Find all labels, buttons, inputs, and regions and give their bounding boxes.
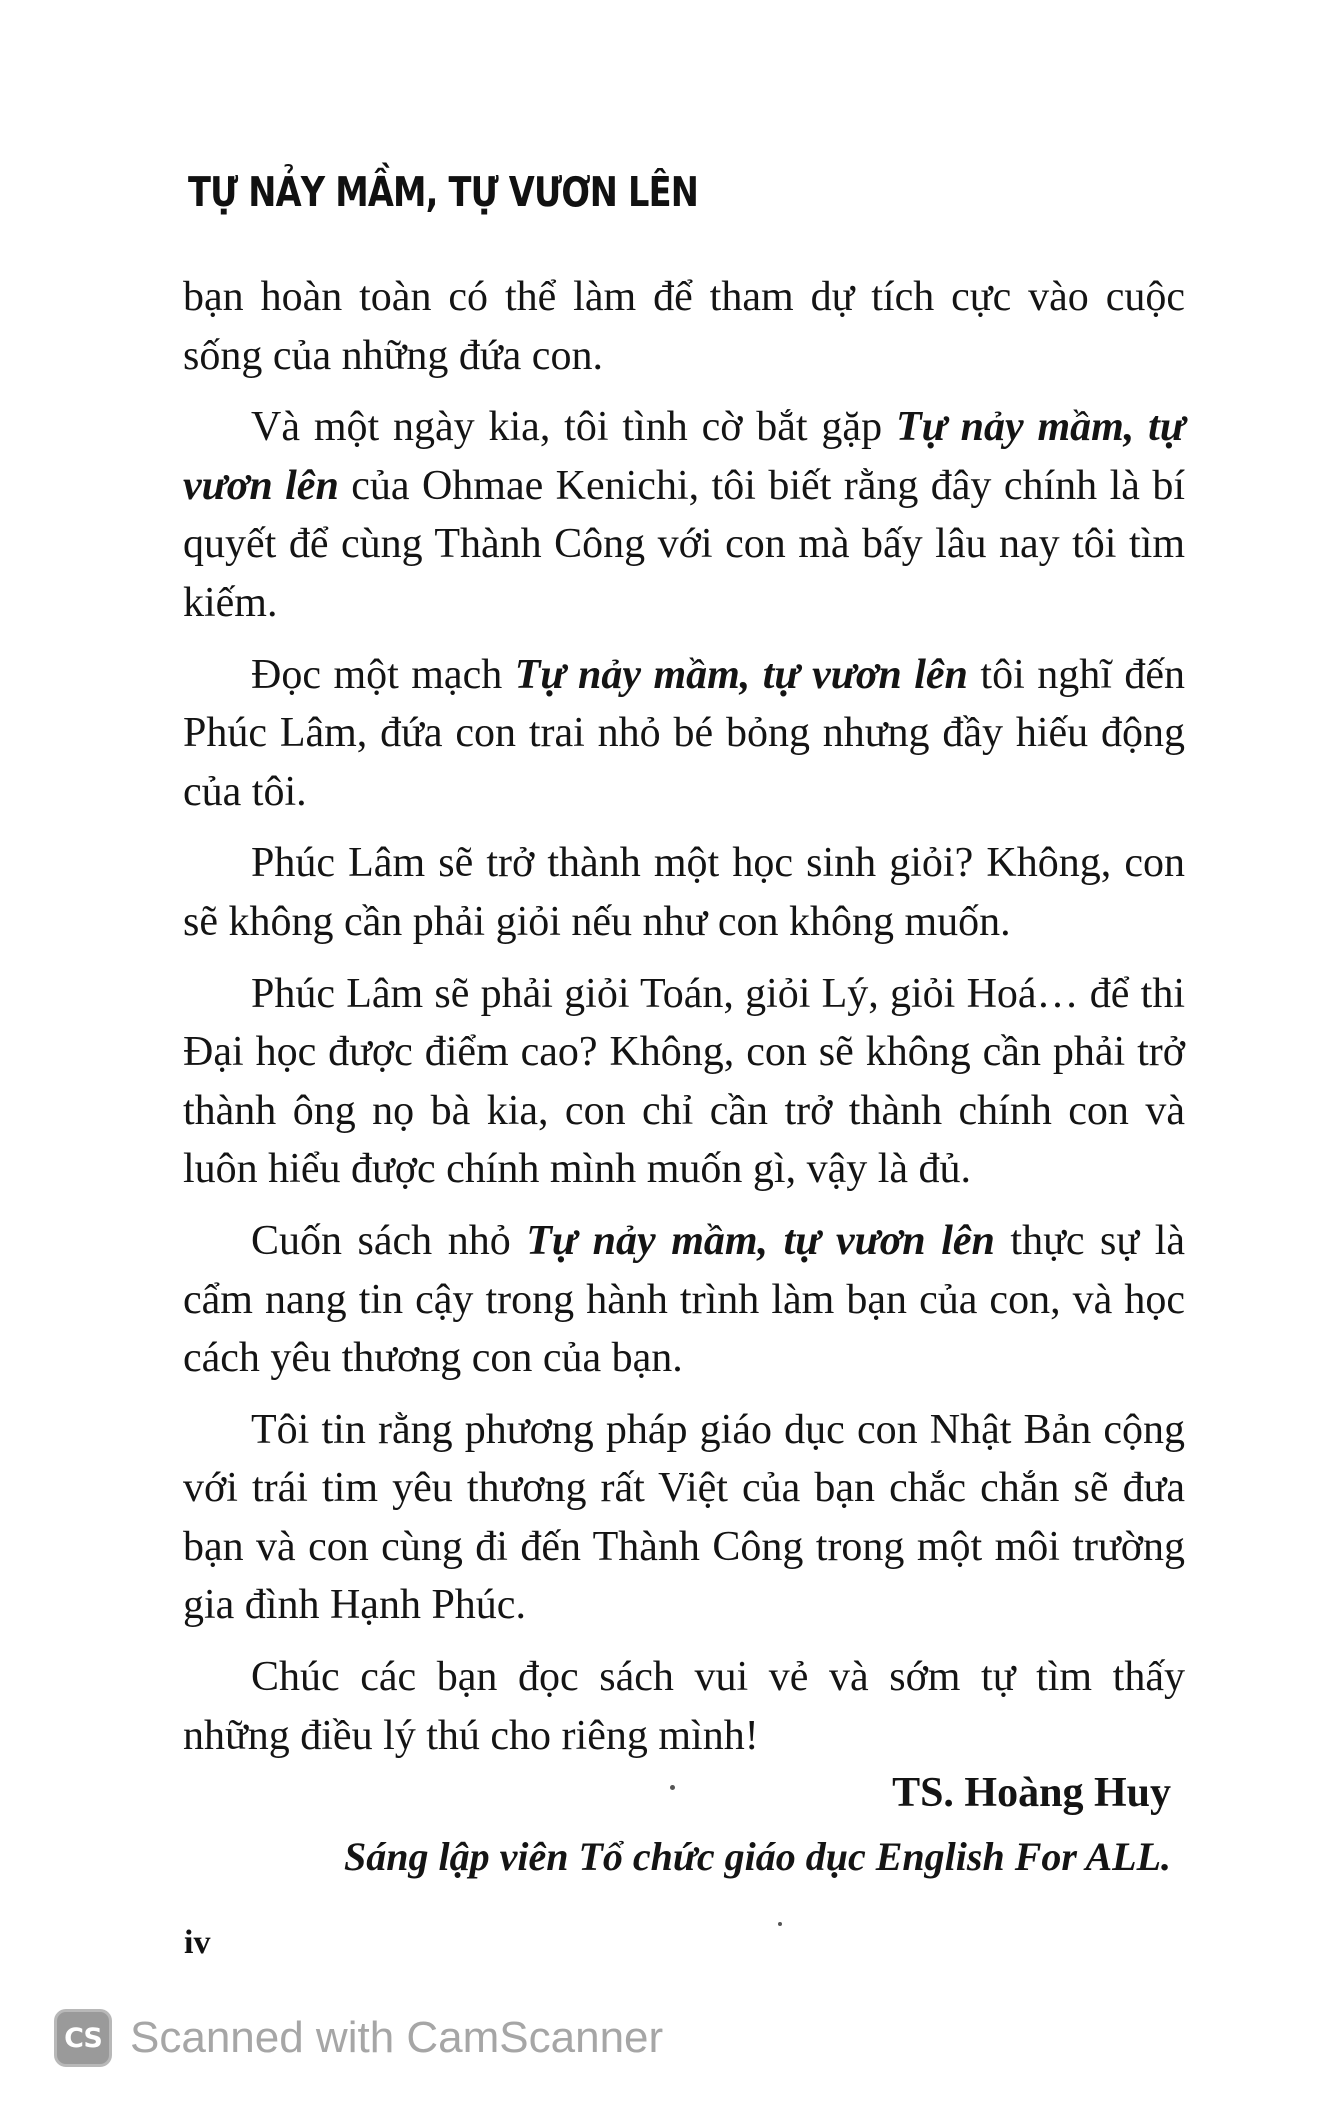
watermark-text: Scanned with CamScanner	[130, 2013, 664, 2062]
running-head: TỰ NẢY MẦM, TỰ VƯƠN LÊN	[188, 168, 699, 216]
camscanner-watermark	[54, 2006, 663, 2070]
book-title-italic: Tự nảy mầm, tự vươn lên	[514, 651, 968, 698]
paragraph-text: Và một ngày kia, tôi tình cờ bắt gặp	[251, 404, 896, 451]
author-name: TS. Hoàng Huy	[892, 1770, 1171, 1816]
scan-speck	[778, 1922, 782, 1926]
paragraph	[183, 646, 1185, 822]
author-title: Sáng lập viên Tổ chức giáo dục English For ALL.	[343, 1834, 1171, 1879]
paragraph-text: thực sự là cẩm nang tin cậy trong hành trình làm bạn của con, và học cách yêu thương con của bạn.	[183, 1217, 1186, 1382]
paragraph-text: Tôi tin rằng phương pháp giáo dục con Nhật Bản cộng với trái tim yêu thương rất Việt của bạn chắc chắn sẽ đưa bạn và con cùng đi đến Thành Công trong một môi trường gia đình Hạnh Phúc.	[183, 1406, 1185, 1629]
camscanner-logo-icon: CS	[54, 2009, 112, 2067]
paragraph-text: tôi nghĩ đến Phúc Lâm, đứa con trai nhỏ bé bỏng nhưng đầy hiếu động của tôi.	[183, 651, 1185, 815]
paragraph-text: của Ohmae Kenichi, tôi biết rằng đây chính là bí quyết để cùng Thành Công với con mà bấy lâu nay tôi tìm kiếm.	[183, 462, 1185, 626]
paragraph-text: Chúc các bạn đọc sách vui vẻ và sớm tự tìm thấy những điều lý thú cho riêng mình!	[183, 1654, 1185, 1759]
paragraph	[183, 398, 1185, 632]
book-title-italic: Tự nảy mầm, tự vươn lên	[526, 1217, 995, 1264]
paragraph-text: Cuốn sách nhỏ	[251, 1217, 527, 1264]
paragraph	[183, 834, 1185, 951]
page-number: iv	[184, 1924, 211, 1961]
paragraph	[183, 1401, 1185, 1635]
paragraph	[183, 1212, 1185, 1388]
paragraph-text: Đọc một mạch	[251, 651, 515, 698]
book-title-italic: Tự nảy mầm, tự vươn lên	[183, 404, 1185, 509]
paragraph-text: Phúc Lâm sẽ phải giỏi Toán, giỏi Lý, giỏi Hoá… để thi Đại học được điểm cao? Không, con sẽ không cần phải trở thành ông nọ bà kia, con chỉ cần trở thành chính con và luôn hiểu được chính mình muốn gì, vậy là đủ.	[183, 970, 1185, 1193]
paragraph	[183, 1648, 1185, 1765]
signature-block	[344, 1764, 1171, 1892]
body-text	[183, 268, 1185, 1778]
paragraph	[183, 965, 1185, 1199]
paragraph-text: Phúc Lâm sẽ trở thành một học sinh giỏi? Không, con sẽ không cần phải giỏi nếu như con không muốn.	[183, 840, 1185, 945]
scan-speck	[670, 1785, 675, 1790]
paragraph-text: bạn hoàn toàn có thể làm để tham dự tích cực vào cuộc sống của những đứa con.	[183, 274, 1185, 379]
paragraph	[183, 268, 1185, 385]
